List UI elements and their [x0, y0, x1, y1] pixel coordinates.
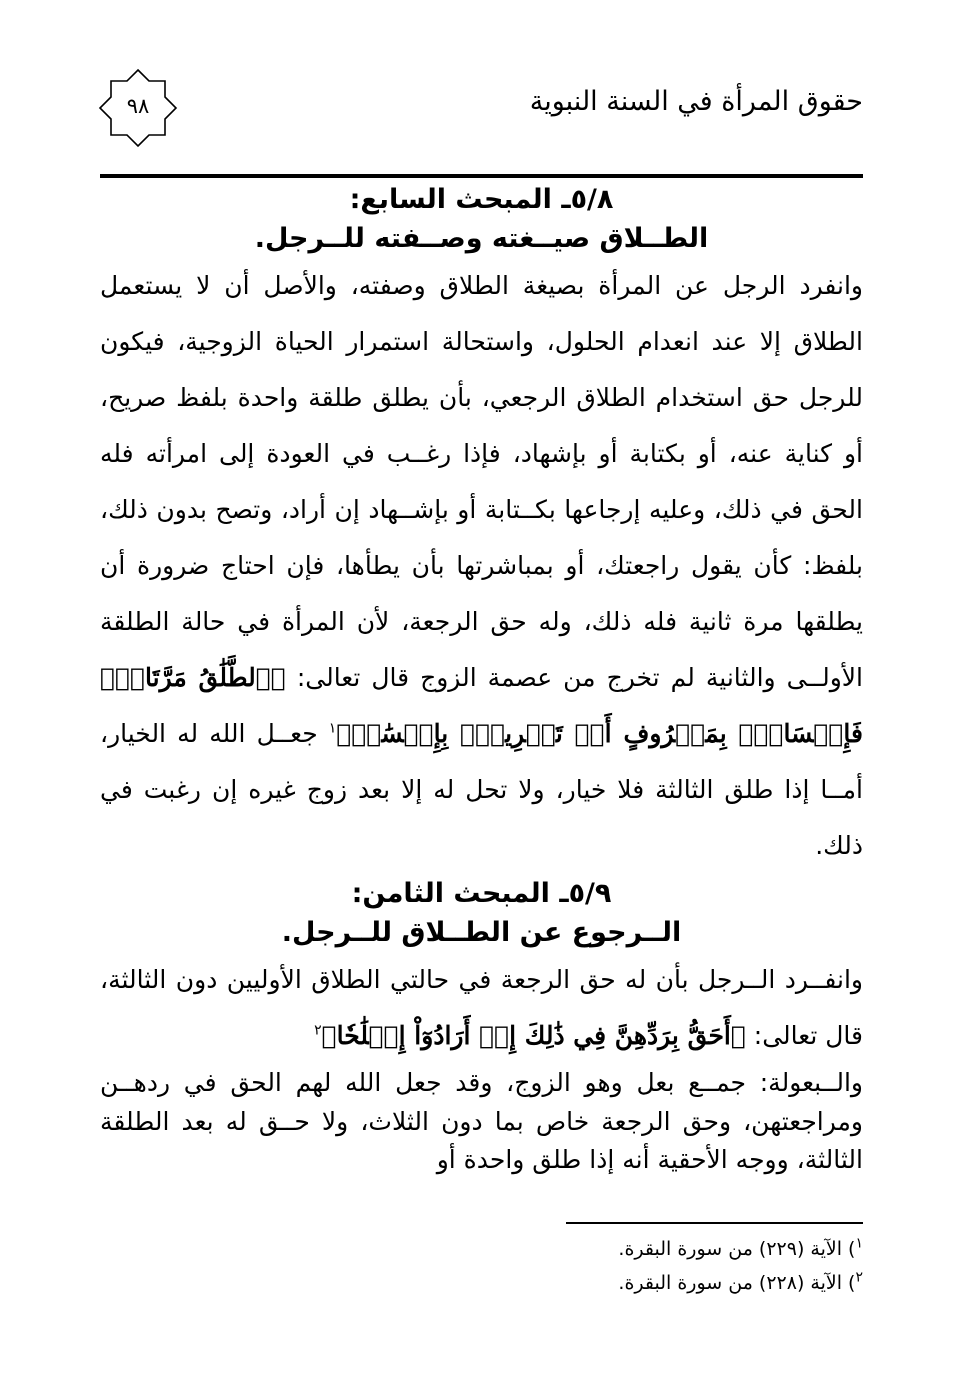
footnote-marker: ١ — [855, 1235, 863, 1252]
footnote: $^١$) الآية (٢٢٩) من سورة البقرة. — [618, 1235, 863, 1260]
paragraph-text: جعــل الله له الخيار، أمــا إذا طلق الثالثة فلا خيار، ولا تحل له إلا بعد زوج غيره إن رغبت في ذلك. — [100, 719, 863, 860]
footnote-marker: ٢ — [314, 1022, 322, 1039]
section-subheading: الــرجوع عن الطــلاق للــرجل. — [281, 917, 682, 948]
paragraph — [100, 952, 863, 1064]
paragraph-text: وانفــرد الــرجل بأن له حق الرجعة في حالتي الطلاق الأوليين دون الثالثة، قال تعالى: — [100, 965, 863, 1050]
header-divider — [100, 174, 863, 178]
page-number: ٩٨ — [126, 94, 150, 118]
footnote-text: الآية (٢٢٨) من سورة البقرة. — [618, 1272, 843, 1294]
footnotes — [363, 1232, 863, 1300]
quran-verse: ﴿ٱلطَّلَٰقُ مَرَّتَانِۖ فَإِمۡسَاكُۢ بِمَعۡرُوفٍ أَوۡ تَسۡرِيحُۢ بِإِحۡسَٰنٖ﴾ — [100, 663, 864, 748]
footnote-marker: ١ — [328, 720, 337, 737]
page-number-badge — [98, 68, 178, 148]
running-header-title: حقوق المرأة في السنة النبوية — [529, 86, 863, 117]
footnote-marker: ٢ — [855, 1269, 863, 1286]
footnote-divider — [566, 1222, 863, 1224]
paragraph-text: وانفرد الرجل عن المرأة بصيغة الطلاق وصفته، والأصل أن لا يستعمل الطلاق إلا عند انعدام الحلول، واستحالة استمرار الحياة الزوجية، فيكون للرجل حق استخدام الطلاق الرجعي، بأن يطلق طلقة واحدة بلفظ صريح، أو كناية عنه، أو بكتابة أو بإشهاد، فإذا رغــب في العودة إلى امرأته فله الحق في ذلك، وعليه إرجاعها بكــتابة أو بإشــهاد إن أراد، وتصح بدون ذلك، بلفظ: كأن يقول راجعتك، أو بمباشرتها بأن يطأها، فإن احتاج ضرورة أن يطلقها مرة ثانية فله ذلك، وله حق الرجعة، لأن المرأة في حالة الطلقة الأولــى والثانية لم تخرج من عصمة الزوج قال تعالى: — [100, 271, 863, 692]
paragraph: والــبعولة: جمــع بعل وهو الزوج، وقد جعل الله لهم الحق في ردهــن ومراجعتهن، وحق الرجعة خاص بما دون الثلاث، ولا حــق له بعد الطلقة الثالثة، ووجه الأحقية أنه إذا طلق واحدة أو — [100, 1068, 863, 1174]
section-subheading: الطــلاق صيــغته وصــفته للــرجل. — [254, 223, 709, 254]
main-text — [100, 180, 863, 1180]
section-heading: ٥/٩ـ المبحث الثامن: — [351, 878, 612, 909]
paragraph — [100, 258, 863, 874]
section-heading: ٥/٨ـ المبحث السابع: — [349, 184, 614, 215]
footnote-text: الآية (٢٢٩) من سورة البقرة. — [618, 1238, 843, 1260]
quran-verse: ﴿أَحَقُّ بِرَدِّهِنَّ فِي ذَٰلِكَ إِنۡ أَرَادُوٓاْ إِصۡلَٰحٗا﴾ — [321, 1021, 746, 1050]
footnote: $^٢$) الآية (٢٢٨) من سورة البقرة. — [618, 1269, 863, 1294]
